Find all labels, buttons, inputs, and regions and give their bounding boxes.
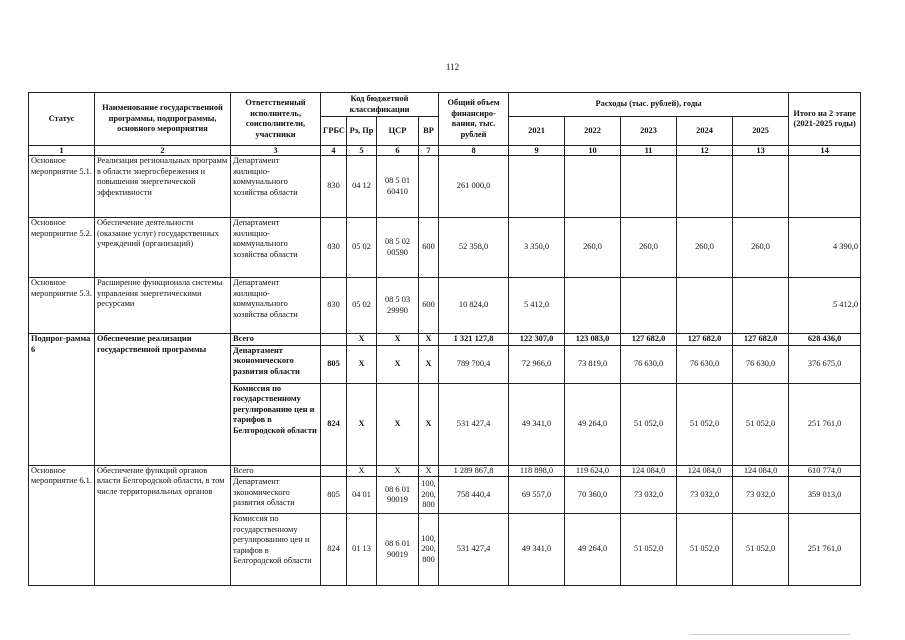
- row-2025: 76 630,0: [733, 345, 789, 383]
- header-year-2024: 2024: [677, 117, 733, 146]
- row-name: Реализация региональных программ в области энергосбережения и повышения энергетической эффективности: [95, 156, 231, 218]
- row-csr: 08 5 03 29990: [377, 278, 419, 334]
- col-number: 13: [733, 146, 789, 156]
- row-total: 758 440,4: [439, 477, 509, 514]
- row-total: 1 321 127,8: [439, 334, 509, 346]
- row-2021: 49 341,0: [509, 383, 565, 465]
- row-executor: Департамент экономического развития области: [231, 477, 321, 514]
- row-2022: [565, 278, 621, 334]
- row-status: Основное мероприятие 5.1.: [29, 156, 95, 218]
- row-vr: [419, 156, 439, 218]
- row-grbs: [321, 465, 347, 477]
- header-year-2025: 2025: [733, 117, 789, 146]
- row-2022: 49 264,0: [565, 514, 621, 586]
- row-executor: Департамент жилищно-коммунального хозяйства области: [231, 156, 321, 218]
- row-grbs: 830: [321, 218, 347, 278]
- col-number: 11: [621, 146, 677, 156]
- row-grbs: [321, 334, 347, 346]
- col-number: 2: [95, 146, 231, 156]
- header-name: Наименование государственной программы, подпрограммы, основного мероприятия: [95, 93, 231, 146]
- col-number: 9: [509, 146, 565, 156]
- row-2023: [621, 278, 677, 334]
- row-vr: 600: [419, 218, 439, 278]
- row-rzpr: 04 01: [347, 477, 377, 514]
- row-grbs: 824: [321, 514, 347, 586]
- row-executor: Департамент жилищно-коммунального хозяйства области: [231, 278, 321, 334]
- row-2025: 260,0: [733, 218, 789, 278]
- header-year-2023: 2023: [621, 117, 677, 146]
- row-stage: 251 761,0: [789, 514, 861, 586]
- row-stage: 376 675,0: [789, 345, 861, 383]
- row-2023: 51 052,0: [621, 383, 677, 465]
- row-total: 10 824,0: [439, 278, 509, 334]
- row-stage: 5 412,0: [789, 278, 861, 334]
- header-grbs: ГРБС: [321, 117, 347, 146]
- row-executor: Департамент экономического развития области: [231, 345, 321, 383]
- row-total: 52 358,0: [439, 218, 509, 278]
- table-row: [29, 278, 861, 334]
- row-grbs: 824: [321, 383, 347, 465]
- row-grbs: 830: [321, 156, 347, 218]
- row-rzpr: Х: [347, 345, 377, 383]
- header-budget-code: Код бюджетной классификации: [321, 93, 439, 117]
- row-2023: 124 084,0: [621, 465, 677, 477]
- row-csr: Х: [377, 345, 419, 383]
- row-csr: 08 5 01 60410: [377, 156, 419, 218]
- row-2023: 76 630,0: [621, 345, 677, 383]
- row-name: Обеспечение реализации государственной программы: [95, 334, 231, 466]
- column-number-row: [29, 146, 861, 156]
- row-2024: 260,0: [677, 218, 733, 278]
- row-2024: [677, 278, 733, 334]
- row-2025: [733, 156, 789, 218]
- budget-table: [28, 92, 861, 586]
- row-vr: Х: [419, 383, 439, 465]
- col-number: 3: [231, 146, 321, 156]
- row-rzpr: 04 12: [347, 156, 377, 218]
- row-csr: Х: [377, 334, 419, 346]
- row-executor: Комиссия по государственному регулированию цен и тарифов в Белгородской области: [231, 383, 321, 465]
- header-total-volume: Общий объем финансиро-вания, тыс. рублей: [439, 93, 509, 146]
- row-2021: 122 307,0: [509, 334, 565, 346]
- col-number: 10: [565, 146, 621, 156]
- row-total: 531 427,4: [439, 514, 509, 586]
- header-csr: ЦСР: [377, 117, 419, 146]
- row-stage: [789, 156, 861, 218]
- table-row: [29, 465, 861, 477]
- row-vr: 100, 200, 800: [419, 477, 439, 514]
- row-2022: 260,0: [565, 218, 621, 278]
- row-vr: Х: [419, 345, 439, 383]
- row-stage: 359 013,0: [789, 477, 861, 514]
- header-expenses: Расходы (тыс. рублей), годы: [509, 93, 789, 117]
- row-2021: 118 898,0: [509, 465, 565, 477]
- row-rzpr: Х: [347, 334, 377, 346]
- row-2023: 51 052,0: [621, 514, 677, 586]
- row-2022: 70 360,0: [565, 477, 621, 514]
- row-2023: 127 682,0: [621, 334, 677, 346]
- row-2023: [621, 156, 677, 218]
- col-number: 12: [677, 146, 733, 156]
- header-executor: Ответственный исполнитель, соисполнители, участники: [231, 93, 321, 146]
- row-2022: [565, 156, 621, 218]
- row-rzpr: 01 13: [347, 514, 377, 586]
- row-rzpr: 05 02: [347, 278, 377, 334]
- row-csr: 08 5 02 00590: [377, 218, 419, 278]
- row-2025: 73 032,0: [733, 477, 789, 514]
- row-2025: 124 084,0: [733, 465, 789, 477]
- row-executor: Комиссия по государственному регулированию цен и тарифов в Белгородской области: [231, 514, 321, 586]
- header-stage-total: Итого на 2 этапе (2021-2025 годы): [789, 93, 861, 146]
- row-2024: 73 032,0: [677, 477, 733, 514]
- row-2022: 119 624,0: [565, 465, 621, 477]
- table-row: [29, 334, 861, 346]
- row-csr: 08 6 01 90019: [377, 477, 419, 514]
- col-number: 7: [419, 146, 439, 156]
- row-2024: [677, 156, 733, 218]
- row-2021: 3 350,0: [509, 218, 565, 278]
- col-number: 1: [29, 146, 95, 156]
- row-2024: 76 630,0: [677, 345, 733, 383]
- row-2025: 51 052,0: [733, 514, 789, 586]
- header-status: Статус: [29, 93, 95, 146]
- row-2022: 49 264,0: [565, 383, 621, 465]
- row-csr: Х: [377, 383, 419, 465]
- row-2021: 5 412,0: [509, 278, 565, 334]
- row-stage: 610 774,0: [789, 465, 861, 477]
- row-executor: Всего: [231, 465, 321, 477]
- row-executor: Департамент жилищно-коммунального хозяйства области: [231, 218, 321, 278]
- row-executor: Всего: [231, 334, 321, 346]
- col-number: 8: [439, 146, 509, 156]
- row-vr: 600: [419, 278, 439, 334]
- row-2021: [509, 156, 565, 218]
- header-rzpr: Рз, Пр: [347, 117, 377, 146]
- row-grbs: 805: [321, 477, 347, 514]
- col-number: 5: [347, 146, 377, 156]
- col-number: 4: [321, 146, 347, 156]
- row-name: Обеспечение деятельности (оказание услуг) государственных учреждений (организаций): [95, 218, 231, 278]
- header-vr: ВР: [419, 117, 439, 146]
- header-year-2022: 2022: [565, 117, 621, 146]
- table-row: [29, 156, 861, 218]
- row-2021: 72 966,0: [509, 345, 565, 383]
- row-name: Обеспечение функций органов власти Белгородской области, в том числе территориальных органов: [95, 465, 231, 586]
- header-year-2021: 2021: [509, 117, 565, 146]
- row-2021: 49 341,0: [509, 514, 565, 586]
- row-stage: 251 761,0: [789, 383, 861, 465]
- col-number: 14: [789, 146, 861, 156]
- row-2024: 51 052,0: [677, 383, 733, 465]
- row-grbs: 830: [321, 278, 347, 334]
- table-row: [29, 218, 861, 278]
- row-2025: 127 682,0: [733, 334, 789, 346]
- row-name: Расширение функционала системы управления энергетическими ресурсами: [95, 278, 231, 334]
- row-2023: 73 032,0: [621, 477, 677, 514]
- row-stage: 628 436,0: [789, 334, 861, 346]
- row-vr: Х: [419, 334, 439, 346]
- row-2024: 124 084,0: [677, 465, 733, 477]
- row-total: 261 000,0: [439, 156, 509, 218]
- row-2025: 51 052,0: [733, 383, 789, 465]
- row-2023: 260,0: [621, 218, 677, 278]
- row-2022: 73 819,0: [565, 345, 621, 383]
- row-status: Основное мероприятие 5.2.: [29, 218, 95, 278]
- row-vr: 100, 200, 800: [419, 514, 439, 586]
- row-csr: Х: [377, 465, 419, 477]
- row-2022: 123 083,0: [565, 334, 621, 346]
- page-number: 112: [445, 62, 460, 72]
- row-status: Основное мероприятие 6.1.: [29, 465, 95, 586]
- row-status: Подпрог-рамма 6: [29, 334, 95, 466]
- row-2025: [733, 278, 789, 334]
- row-vr: Х: [419, 465, 439, 477]
- row-2021: 69 557,0: [509, 477, 565, 514]
- row-rzpr: Х: [347, 383, 377, 465]
- row-grbs: 805: [321, 345, 347, 383]
- row-total: 789 700,4: [439, 345, 509, 383]
- row-2024: 51 052,0: [677, 514, 733, 586]
- col-number: 6: [377, 146, 419, 156]
- scan-artifact-line: [690, 634, 850, 635]
- row-total: 1 289 867,8: [439, 465, 509, 477]
- row-rzpr: 05 02: [347, 218, 377, 278]
- row-rzpr: Х: [347, 465, 377, 477]
- row-total: 531 427,4: [439, 383, 509, 465]
- row-2024: 127 682,0: [677, 334, 733, 346]
- row-status: Основное мероприятие 5.3.: [29, 278, 95, 334]
- row-stage: 4 390,0: [789, 218, 861, 278]
- row-csr: 08 6 01 90019: [377, 514, 419, 586]
